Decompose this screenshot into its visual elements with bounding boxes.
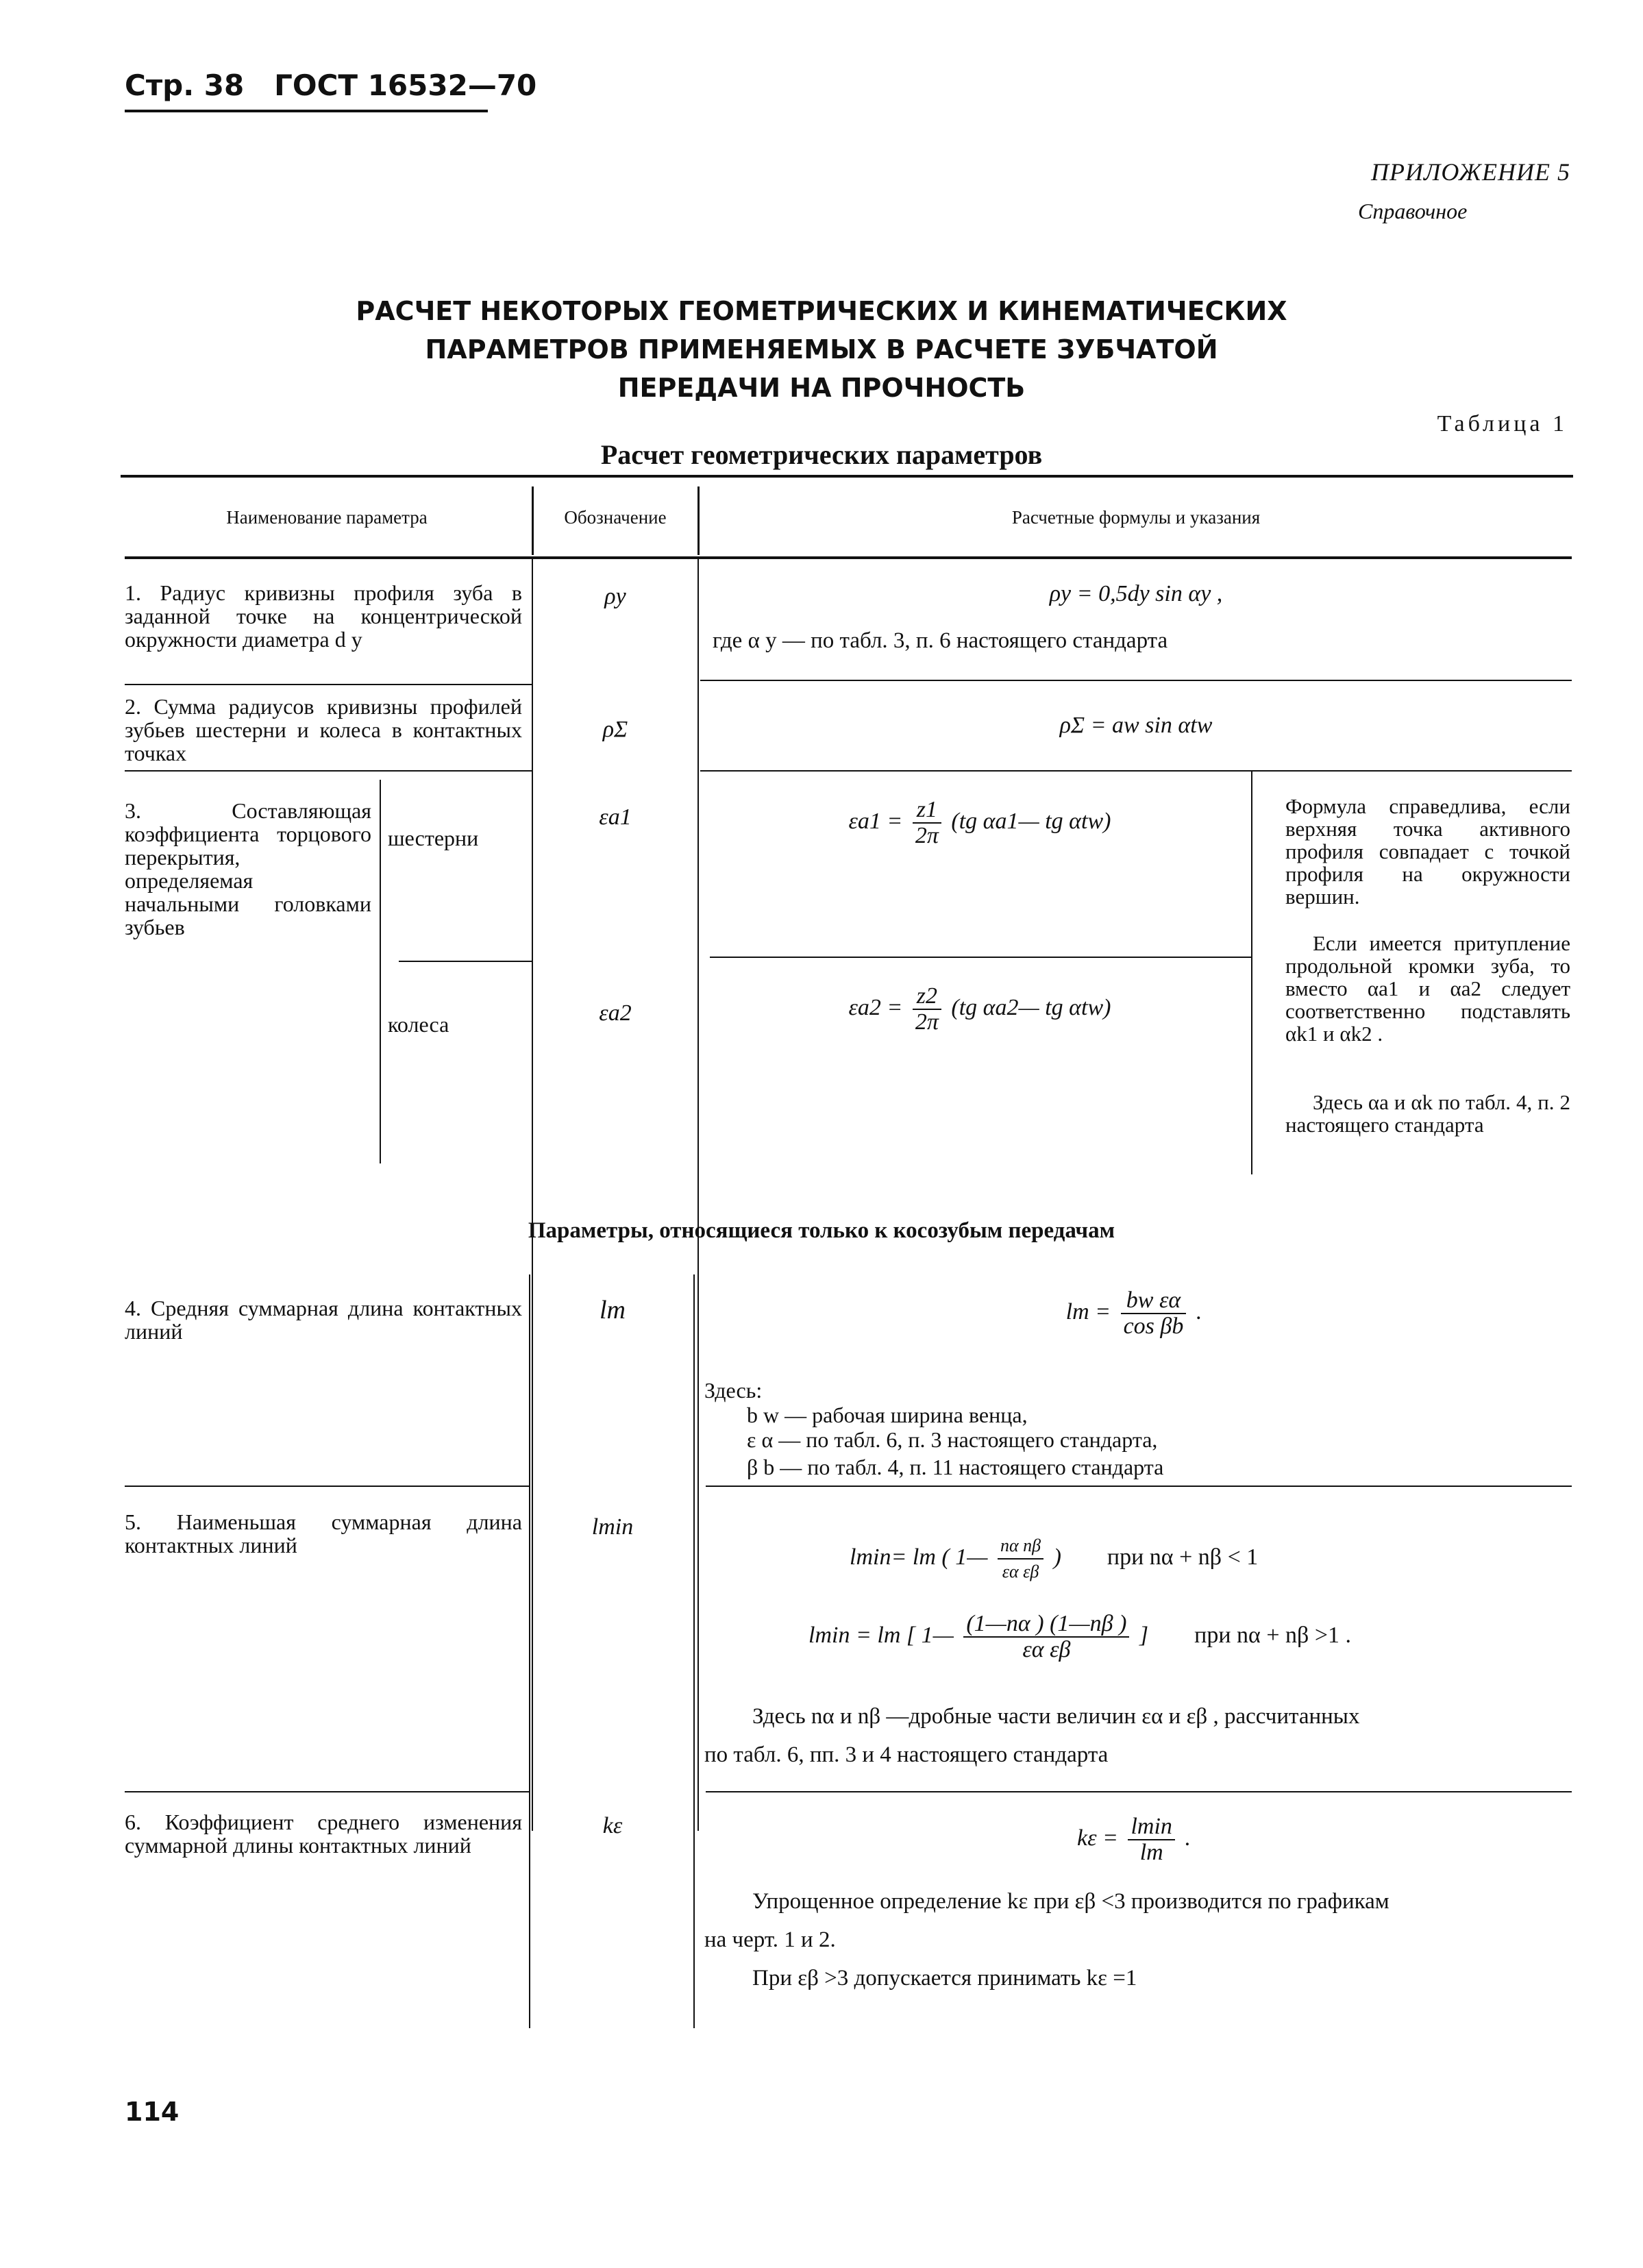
row3-formula-rule (710, 957, 1251, 958)
body-col-divider-1a (532, 556, 533, 1831)
row6-formula-num: lmin (1128, 1814, 1174, 1840)
row5-formula1-right: ) (1053, 1544, 1061, 1570)
row3-formula1 (713, 798, 1247, 848)
row4-name: 4. Средняя суммарная длина контактных линий (125, 1296, 522, 1344)
row4-def3: β b — по табл. 4, п. 11 настоящего стандарта (747, 1455, 1164, 1479)
row4-symbol: lm (600, 1296, 626, 1324)
row5-formula2-cond: при nα + nβ >1 . (1194, 1622, 1351, 1648)
appendix-title: ПРИЛОЖЕНИЕ 5 (1371, 158, 1570, 186)
col-header-formulas: Расчетные формулы и указания (1011, 507, 1261, 528)
standard-number: ГОСТ 16532—70 (274, 69, 537, 102)
row2-rule-left (125, 770, 532, 772)
row5-note-a: Здесь nα и nβ —дробные части величин εα и εβ , рассчитанных (752, 1704, 1360, 1729)
doc-title-line1: РАСЧЕТ НЕКОТОРЫХ ГЕОМЕТРИЧЕСКИХ И КИНЕМАТИЧЕСКИХ (356, 296, 1287, 326)
row5-name: 5. Наименьшая суммарная длина контактных линий (125, 1509, 522, 1557)
row4-def2: ε α — по табл. 6, п. 3 настоящего стандарта, (747, 1427, 1158, 1452)
col-header-name: Наименование параметра (226, 507, 428, 528)
row2-rule-right (700, 770, 1572, 772)
row5-formula1-left: lmin= lm ( 1— (850, 1544, 988, 1570)
row6-symbol: kε (602, 1813, 623, 1838)
col-header-symbol: Обозначение (564, 507, 667, 528)
row1-note: где α y — по табл. 3, п. 6 настоящего стандарта (713, 628, 1168, 653)
row5-rule-right (706, 1791, 1572, 1792)
row2-formula: ρΣ = aw sin αtw (1059, 713, 1213, 738)
section-helical-title: Параметры, относящиеся только к косозубым передачам (528, 1218, 1115, 1243)
row1-formula: ρy = 0,5dy sin αy , (1049, 581, 1223, 606)
row4-formula (696, 1288, 1572, 1339)
row3-symbol2: εa2 (599, 1000, 632, 1026)
row5-formula1 (850, 1533, 1258, 1584)
page-label: Стр. 38 (125, 69, 245, 102)
row3-sub-rule (399, 961, 532, 962)
row3-formula2-num: z2 (913, 984, 941, 1010)
row5-formula2 (808, 1612, 1351, 1662)
row1-rule-right (700, 680, 1572, 681)
row1-rule-left (125, 684, 532, 685)
row5-formula2-den: εα εβ (1022, 1637, 1071, 1662)
row6-formula-end: . (1185, 1825, 1191, 1851)
col-divider-1 (532, 486, 534, 555)
row3-formula1-den: 2π (915, 823, 939, 848)
row3-note1: Формула справедлива, если верхняя точка активного профиля совпадает с точкой профиля на окружности вершин. (1285, 794, 1570, 909)
row3-formula2-fraction (913, 984, 941, 1035)
row3-formula1-fraction (913, 798, 941, 848)
row4-here: Здесь: (704, 1378, 763, 1403)
body-col-divider-1b (529, 1274, 530, 2028)
row4-rule-right (706, 1486, 1572, 1487)
row6-name: 6. Коэффициент среднего изменения суммарной длины контактных линий (125, 1810, 522, 1858)
row5-formula1-num: nα nβ (998, 1533, 1043, 1560)
appendix-subtitle: Справочное (1358, 199, 1468, 223)
page-number: 114 (125, 2097, 180, 2127)
header-bottom-rule (125, 556, 1572, 559)
row5-formula1-den: εα εβ (1002, 1562, 1039, 1581)
row3-formula1-left: εa1 = (848, 808, 903, 834)
row4-def1: b w — рабочая ширина венца, (747, 1403, 1028, 1427)
row4-formula-den: cos βb (1123, 1314, 1184, 1339)
row5-note-b: по табл. 6, пп. 3 и 4 настоящего стандарта (704, 1742, 1109, 1767)
table-top-rule (121, 475, 1573, 478)
row3-symbol1: εa1 (599, 804, 632, 830)
row3-formula1-right: (tg αa1— tg αtw) (951, 808, 1111, 834)
row3-formula2-left: εa2 = (848, 994, 903, 1020)
row3-name: 3. Составляющая коэффициента торцового перекрытия, определяемая начальными головками зубьев (125, 798, 371, 939)
row4-formula-fraction (1121, 1288, 1187, 1339)
doc-title-line3: ПЕРЕДАЧИ НА ПРОЧНОСТЬ (617, 373, 1026, 403)
row2-symbol: ρΣ (602, 717, 628, 742)
row3-formula2-right: (tg αa2— tg αtw) (951, 994, 1111, 1020)
row3-sub-pinion: шестерни (388, 826, 479, 850)
row3-formula1-num: z1 (913, 798, 941, 824)
page-header (125, 69, 536, 102)
table-label: Таблица 1 (1437, 411, 1568, 436)
row3-notes-divider (1251, 770, 1252, 1174)
doc-title-line2: ПАРАМЕТРОВ ПРИМЕНЯЕМЫХ В РАСЧЕТЕ ЗУБЧАТОЙ (425, 334, 1218, 365)
row4-rule-left (125, 1486, 529, 1487)
body-col-divider-2a (697, 556, 699, 1831)
row5-formula1-fraction (998, 1533, 1043, 1584)
row6-note1a: Упрощенное определение kε при εβ <3 производится по графикам (752, 1889, 1389, 1914)
table-title: Расчет геометрических параметров (600, 439, 1043, 470)
row3-formula2-den: 2π (915, 1009, 939, 1035)
col-divider-2 (697, 486, 700, 555)
row3-formula2 (713, 984, 1247, 1035)
row3-sub-wheel: колеса (388, 1012, 449, 1037)
row5-formula2-left: lmin = lm [ 1— (808, 1622, 954, 1648)
row3-sub-divider (380, 780, 381, 1163)
row4-formula-end: . (1196, 1298, 1202, 1324)
row4-formula-num: bw εα (1121, 1288, 1187, 1314)
row6-note1b: на черт. 1 и 2. (704, 1927, 836, 1952)
row3-note3: Здесь αa и αk по табл. 4, п. 2 настоящего стандарта (1285, 1090, 1570, 1137)
row6-formula-den: lm (1139, 1840, 1163, 1865)
row4-formula-left: lm = (1065, 1298, 1111, 1324)
row1-symbol: ρy (604, 584, 626, 609)
header-underline (125, 110, 488, 112)
row5-rule-left (125, 1791, 529, 1792)
row6-formula-fraction (1128, 1814, 1174, 1865)
body-col-divider-2b (693, 1274, 695, 2028)
row5-formula1-cond: при nα + nβ < 1 (1107, 1544, 1259, 1570)
row5-formula2-num: (1—nα ) (1—nβ ) (963, 1612, 1129, 1638)
row6-note2: При εβ >3 допускается принимать kε =1 (752, 1966, 1137, 1990)
row5-symbol: lmin (591, 1514, 634, 1540)
row6-formula-left: kε = (1077, 1825, 1118, 1851)
row2-name: 2. Сумма радиусов кривизны профилей зубьев шестерни и колеса в контактных точках (125, 694, 522, 765)
row5-formula2-fraction (963, 1612, 1129, 1662)
row6-formula (696, 1814, 1572, 1865)
row5-formula2-right: ] (1139, 1622, 1149, 1648)
row3-note2: Если имеется притупление продольной кромки зуба, то вместо αa1 и αa2 следует соответственно подставлять αk1 и αk2 . (1285, 931, 1570, 1046)
row1-name: 1. Радиус кривизны профиля зуба в заданной точке на концентрической окружности диаметра d y (125, 580, 522, 652)
